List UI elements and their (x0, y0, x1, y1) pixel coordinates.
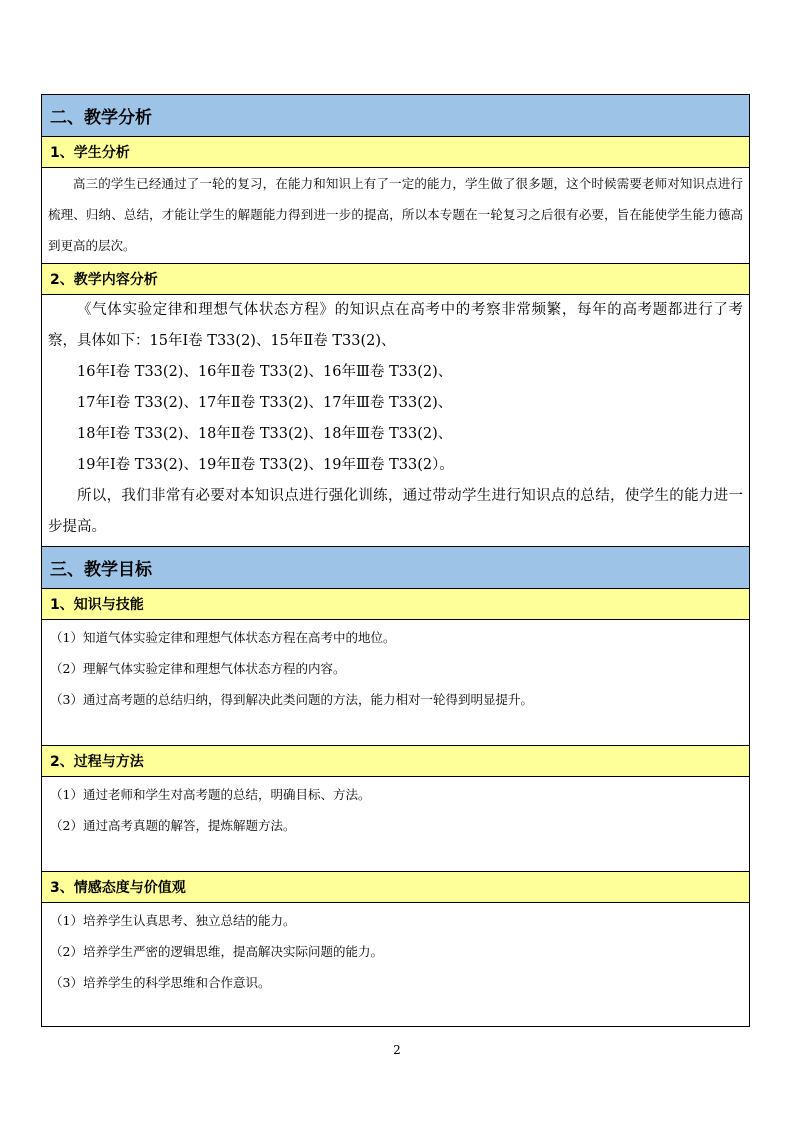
subsection-title: 1、知识与技能 (50, 597, 144, 613)
exam-line: 18年Ⅰ卷 T33(2)、18年Ⅱ卷 T33(2)、18年Ⅲ卷 T33(2)、 (77, 426, 453, 442)
subheader-student-analysis (42, 137, 749, 168)
subheader-knowledge-skills (42, 589, 749, 620)
knowledge-skills-body (42, 620, 749, 746)
process-methods-body (42, 777, 749, 872)
subheader-content-analysis (42, 264, 749, 295)
content-analysis-body (42, 295, 749, 547)
section-header-teaching-goals (42, 547, 749, 589)
exam-line: 16年Ⅰ卷 T33(2)、16年Ⅱ卷 T33(2)、16年Ⅲ卷 T33(2)、 (77, 364, 453, 380)
list-item: （1）知道气体实验定律和理想气体状态方程在高考中的地位。 (50, 630, 396, 645)
emotion-values-body (42, 903, 749, 1026)
subsection-title: 3、情感态度与价值观 (50, 880, 186, 896)
subheader-emotion-values (42, 872, 749, 903)
section-header-teaching-analysis (42, 95, 749, 137)
student-analysis-text: 高三的学生已经通过了一轮的复习，在能力和知识上有了一定的能力，学生做了很多题，这个时候需要老师对知识点进行梳理、归纳、总结，才能让学生的解题能力得到进一步的提高，所以本专题在一轮复习之后很有必要，旨在能使学生能力德高到更高的层次。 (48, 176, 743, 253)
process-list (42, 777, 749, 841)
student-analysis-body (42, 168, 749, 264)
list-item: （3）通过高考题的总结归纳，得到解决此类问题的方法，能力相对一轮得到明显提升。 (50, 692, 533, 707)
section-title: 二、教学分析 (50, 108, 152, 128)
list-item: （2）通过高考真题的解答，提炼解题方法。 (50, 818, 296, 833)
exam-line: 19年Ⅰ卷 T33(2)、19年Ⅱ卷 T33(2)、19年Ⅲ卷 T33(2）。 (77, 457, 454, 473)
subsection-title: 1、学生分析 (50, 145, 130, 161)
list-item: （3）培养学生的科学思维和合作意识。 (50, 975, 271, 990)
knowledge-list (42, 620, 749, 715)
content-intro: 《气体实验定律和理想气体状态方程》的知识点在高考中的考察非常频繁，每年的高考题都进行了考察，具体如下：15年Ⅰ卷 T33(2)、15年Ⅱ卷 T33(2)、 (48, 302, 743, 349)
subsection-title: 2、过程与方法 (50, 754, 144, 770)
subheader-process-methods (42, 746, 749, 777)
teaching-plan-table (41, 94, 750, 1027)
emotion-list (42, 903, 749, 998)
list-item: （1）培养学生认真思考、独立总结的能力。 (50, 913, 296, 928)
subsection-title: 2、教学内容分析 (50, 272, 158, 288)
list-item: （2）理解气体实验定律和理想气体状态方程的内容。 (50, 661, 346, 676)
content-conclusion: 所以，我们非常有必要对本知识点进行强化训练，通过带动学生进行知识点的总结，使学生的能力进一步提高。 (48, 488, 743, 535)
exam-line: 17年Ⅰ卷 T33(2)、17年Ⅱ卷 T33(2)、17年Ⅲ卷 T33(2)、 (77, 395, 453, 411)
section-title: 三、教学目标 (50, 560, 152, 580)
page-number: 2 (393, 1043, 401, 1057)
list-item: （1）通过老师和学生对高考题的总结，明确目标、方法。 (50, 787, 371, 802)
list-item: （2）培养学生严密的逻辑思维，提高解决实际问题的能力。 (50, 944, 383, 959)
